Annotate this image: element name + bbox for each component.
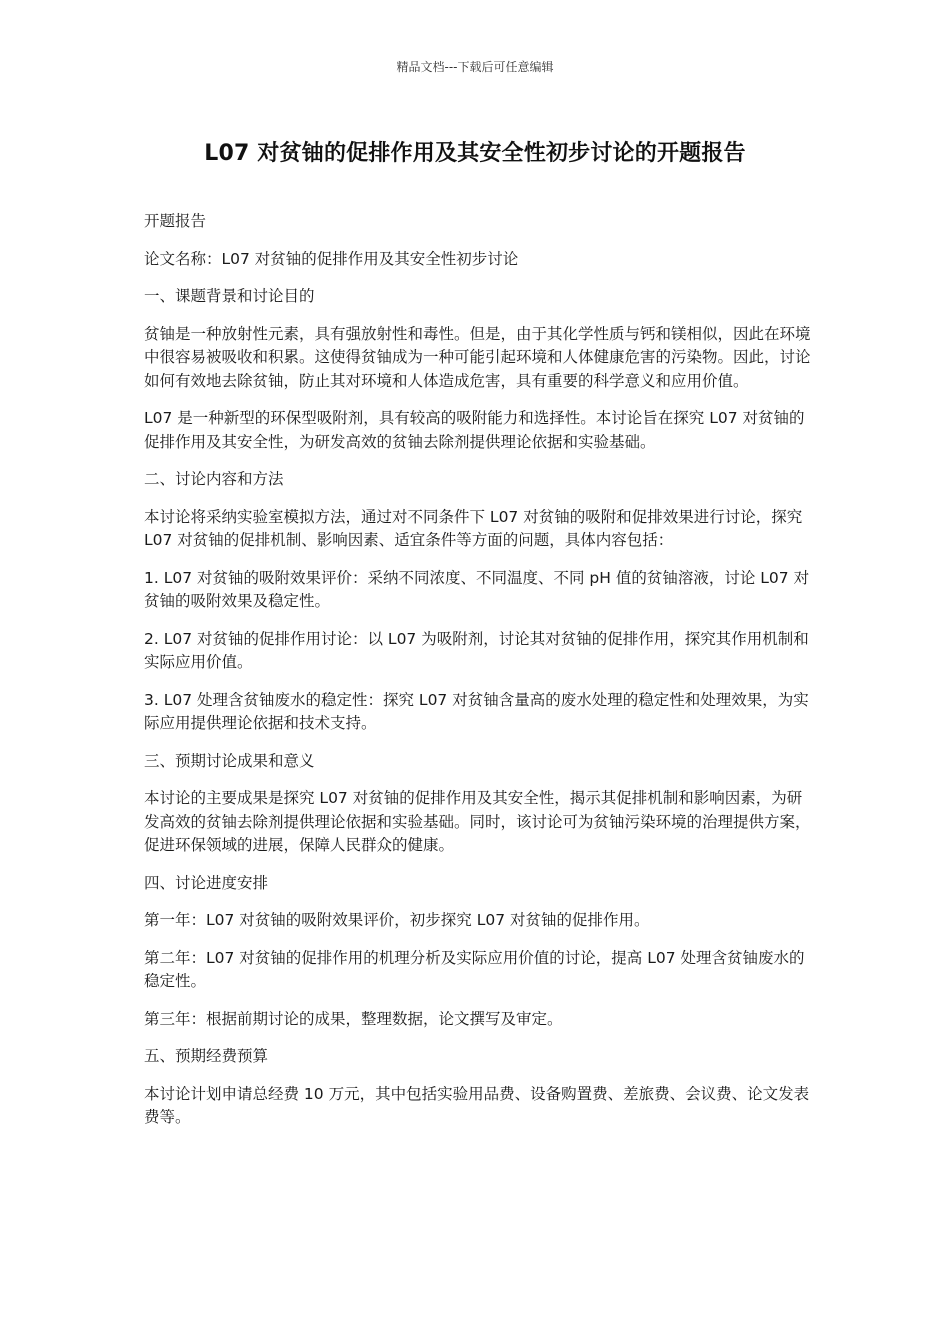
- paragraph-method: 本讨论将采纳实验室模拟方法，通过对不同条件下 L07 对贫铀的吸附和促排效果进行讨论，探究 L07 对贫铀的促排机制、影响因素、适宜条件等方面的问题，具体内容包括：: [144, 507, 803, 549]
- section-heading-outcomes: 三、预期讨论成果和意义: [144, 751, 315, 770]
- list-item-3: 3. L07 处理含贫铀废水的稳定性：探究 L07 对贫铀含量高的废水处理的稳定性和处理效果，为实际应用提供理论依据和技术支持。: [144, 690, 809, 732]
- paragraph-budget: 本讨论计划申请总经费 10 万元，其中包括实验用品费、设备购置费、差旅费、会议费、论文发表费等。: [144, 1084, 810, 1126]
- section-heading-content: 二、讨论内容和方法: [144, 470, 284, 488]
- schedule-year-3: 第三年：根据前期讨论的成果，整理数据，论文撰写及审定。: [144, 1009, 563, 1028]
- document-title: L07 对贫铀的促排作用及其安全性初步讨论的开题报告: [204, 141, 746, 166]
- schedule-year-2: 第二年：L07 对贫铀的促排作用的机理分析及实际应用价值的讨论，提高 L07 处理含贫铀废水的稳定性。: [144, 948, 805, 990]
- section-heading-budget: 五、预期经费预算: [144, 1047, 269, 1065]
- paragraph-thesis-name: 论文名称：L07 对贫铀的促排作用及其安全性初步讨论: [144, 249, 519, 268]
- section-heading-schedule: 四、讨论进度安排: [144, 873, 269, 892]
- paragraph-background: 贫铀是一种放射性元素，具有强放射性和毒性。但是，由于其化学性质与钙和镁相似，因此在环境中很容易被吸收和积累。这使得贫铀成为一种可能引起环境和人体健康危害的污染物。因此，讨论如何有效地去除贫铀，防止其对环境和人体造成危害，具有重要的科学意义和应用价值。: [144, 324, 811, 390]
- paragraph-purpose: L07 是一种新型的环保型吸附剂，具有较高的吸附能力和选择性。本讨论旨在探究 L07 对贫铀的促排作用及其安全性，为研发高效的贫铀去除剂提供理论依据和实验基础。: [144, 409, 805, 451]
- section-heading-background: 一、课题背景和讨论目的: [144, 287, 315, 305]
- document-body: [144, 210, 814, 1144]
- list-item-2: 2. L07 对贫铀的促排作用讨论：以 L07 为吸附剂，讨论其对贫铀的促排作用，探究其作用机制和实际应用价值。: [144, 629, 809, 671]
- paragraph-outcomes: 本讨论的主要成果是探究 L07 对贫铀的促排作用及其安全性，揭示其促排机制和影响因素，为研发高效的贫铀去除剂提供理论依据和实验基础。同时，该讨论可为贫铀污染环境的治理提供方案，促进环保领域的进展，保障人民群众的健康。: [144, 789, 811, 854]
- list-item-1: 1. L07 对贫铀的吸附效果评价：采纳不同浓度、不同温度、不同 pH 值的贫铀溶液，讨论 L07 对贫铀的吸附效果及稳定性。: [144, 568, 810, 610]
- schedule-year-1: 第一年：L07 对贫铀的吸附效果评价，初步探究 L07 对贫铀的促排作用。: [144, 911, 650, 929]
- header-note: 精品文档---下载后可任意编辑: [396, 60, 554, 74]
- paragraph-report-label: 开题报告: [144, 212, 207, 230]
